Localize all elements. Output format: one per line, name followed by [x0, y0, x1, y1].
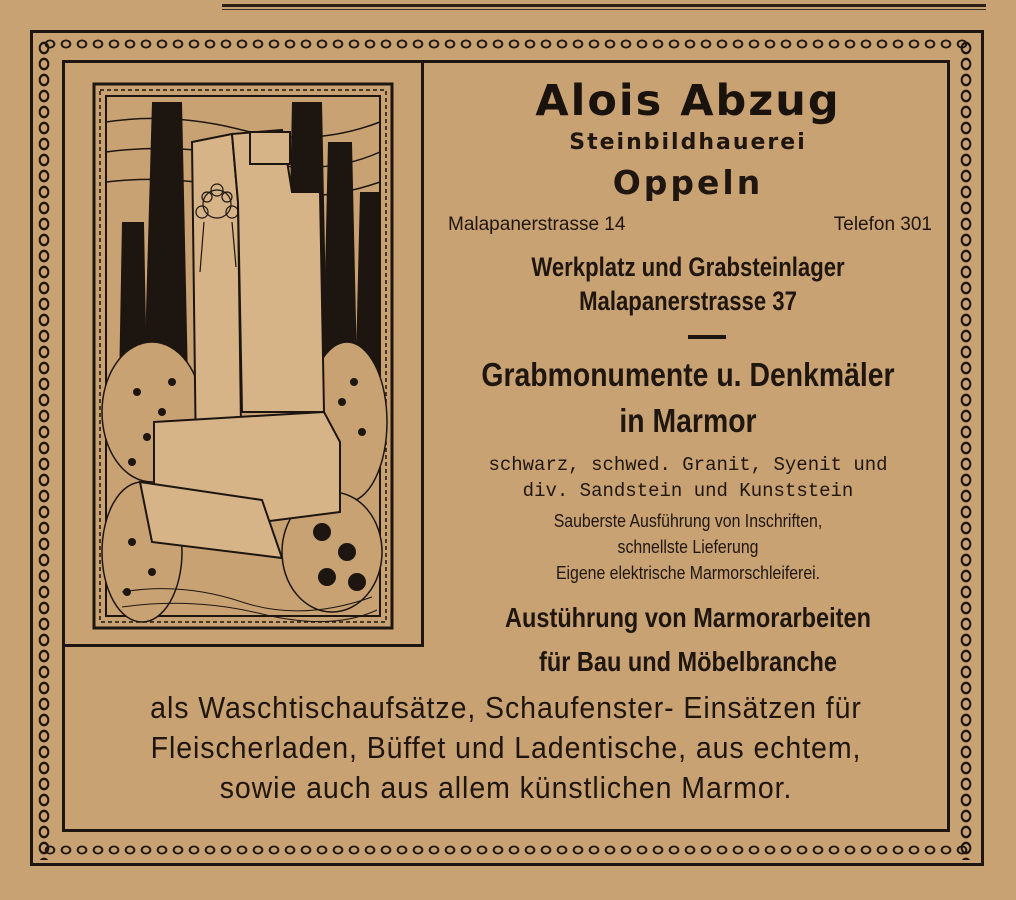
heading-line-1: Grabmonumente u. Denkmäler — [481, 356, 895, 393]
chain-border-left — [36, 40, 52, 860]
stones-line-2: div. Sandstein und Kunststein — [522, 480, 854, 502]
yard-line-2: Malapanerstrasse 37 — [579, 286, 797, 316]
chain-border-top — [42, 36, 972, 52]
marble-line-2: für Bau und Möbelbranche — [539, 646, 837, 677]
bottom-line-1: als Waschtischaufsätze, Schaufenster- Einsätzen für — [150, 690, 862, 725]
stones-line-1: schwarz, schwed. Granit, Syenit und — [488, 454, 888, 476]
service-info — [466, 508, 910, 586]
top-rule — [222, 4, 986, 7]
monuments-heading — [471, 352, 904, 444]
marble-works — [476, 596, 899, 684]
chain-border-right — [958, 40, 974, 860]
trade-title: Steinbildhauerei — [569, 130, 807, 155]
stone-types — [436, 452, 940, 504]
bottom-line-3: sowie auch aus allem künstlichen Marmor. — [219, 770, 793, 805]
gravestone-illustration — [92, 82, 394, 630]
yard-line-1: Werkplatz und Grabsteinlager — [531, 252, 845, 282]
service-line-2: schnellste Lieferung — [617, 537, 759, 557]
firm-name: Alois Abzug — [535, 76, 841, 126]
phone: Telefon 301 — [833, 214, 932, 235]
divider — [688, 335, 726, 339]
contact-row — [448, 214, 932, 236]
address: Malapanerstrasse 14 — [448, 214, 626, 235]
chain-border-bottom — [42, 842, 972, 858]
top-rule-thin — [222, 9, 986, 10]
bottom-line-2: Fleischerladen, Büffet und Ladentische, aus echtem, — [150, 730, 862, 765]
marble-line-1: Austührung von Marmorarbeiten — [505, 602, 871, 633]
heading-line-2: in Marmor — [619, 402, 757, 439]
city-name: Oppeln — [612, 163, 764, 202]
service-line-3: Eigene elektrische Marmorschleiferei. — [555, 563, 821, 583]
yard-info — [481, 250, 894, 318]
bottom-text — [99, 688, 912, 808]
service-line-1: Sauberste Ausführung von Inschriften, — [553, 511, 823, 531]
